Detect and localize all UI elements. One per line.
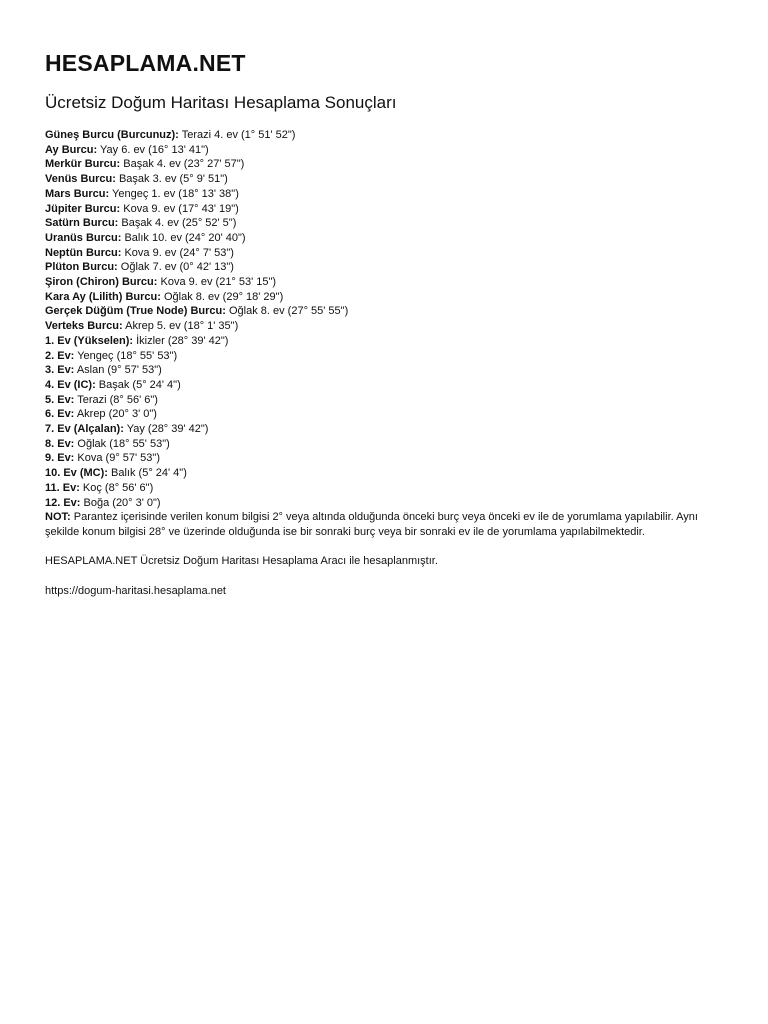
result-row: [45, 202, 725, 217]
result-row: [45, 290, 725, 305]
result-row: [45, 187, 725, 202]
result-value: Kova 9. ev (21° 53' 15"): [160, 276, 277, 289]
result-label: 2. Ev:: [45, 349, 75, 362]
result-row: [45, 231, 725, 246]
result-value: İkizler (28° 39' 42"): [136, 334, 229, 347]
result-label: Kara Ay (Lilith) Burcu:: [45, 290, 161, 303]
footer-credit: HESAPLAMA.NET Ücretsiz Doğum Haritası Hesaplama Aracı ile hesaplanmıştır.: [45, 555, 438, 568]
result-row: [45, 334, 725, 349]
result-value: Kova (9° 57' 53"): [77, 452, 160, 465]
result-label: Verteks Burcu:: [45, 320, 123, 333]
result-value: Başak 3. ev (5° 9' 51"): [118, 173, 228, 186]
result-value: Başak (5° 24' 4"): [98, 378, 181, 391]
result-label: 6. Ev:: [45, 408, 75, 421]
result-value: Kova 9. ev (24° 7' 53"): [124, 246, 234, 259]
result-value: Yay 6. ev (16° 13' 41"): [100, 143, 209, 156]
result-row: [45, 422, 725, 437]
result-label: Neptün Burcu:: [45, 246, 122, 259]
result-label: Güneş Burcu (Burcunuz):: [45, 129, 179, 141]
result-row: [45, 481, 725, 496]
result-row: [45, 143, 725, 158]
result-label: 1. Ev (Yükselen):: [45, 334, 134, 347]
result-value: Balık 10. ev (24° 20' 40"): [124, 231, 246, 244]
result-value: Yay (28° 39' 42"): [126, 423, 209, 436]
result-value: Başak 4. ev (25° 52' 5"): [121, 217, 237, 230]
result-label: 3. Ev:: [45, 364, 75, 377]
result-value: Terazi (8° 56' 6"): [77, 393, 158, 406]
result-row: [45, 128, 725, 143]
result-row: [45, 319, 725, 334]
result-row: [45, 172, 725, 187]
result-value: Yengeç 1. ev (18° 13' 38"): [112, 187, 239, 200]
result-value: Akrep (20° 3' 0"): [76, 408, 157, 421]
result-label: Merkür Burcu:: [45, 158, 121, 171]
result-label: Jüpiter Burcu:: [45, 202, 121, 215]
site-title: HESAPLAMA.NET: [45, 50, 246, 76]
result-label: Plüton Burcu:: [45, 261, 118, 274]
result-label: Şiron (Chiron) Burcu:: [45, 276, 158, 289]
result-value: Kova 9. ev (17° 43' 19"): [123, 202, 239, 215]
result-row: [45, 466, 725, 481]
result-row: [45, 216, 725, 231]
result-value: Başak 4. ev (23° 27' 57"): [123, 158, 245, 171]
note-text: Parantez içerisinde verilen konum bilgisi 2° veya altında olduğunda önceki burç veya önceki ev ile de yorumlama yapılabilir. Aynı şekilde konum bilgisi 28° ve üzerinde olduğunda ise bir sonraki burç veya bir sonraki ev ile de yorumlama yapılabilmektedir.: [45, 511, 698, 538]
note-paragraph: [45, 510, 725, 539]
result-value: Boğa (20° 3' 0"): [83, 496, 161, 509]
result-label: Satürn Burcu:: [45, 217, 119, 230]
result-value: Akrep 5. ev (18° 1' 35"): [125, 320, 239, 333]
result-value: Koç (8° 56' 6"): [82, 481, 154, 494]
result-label: 11. Ev:: [45, 481, 80, 494]
result-label: Gerçek Düğüm (True Node) Burcu:: [45, 305, 226, 318]
result-row: [45, 363, 725, 378]
result-label: 10. Ev (MC):: [45, 467, 108, 480]
result-value: Terazi 4. ev (1° 51' 52"): [181, 129, 296, 141]
result-label: 8. Ev:: [45, 437, 75, 450]
result-value: Balık (5° 24' 4"): [111, 467, 187, 480]
result-row: [45, 496, 725, 511]
result-row: [45, 157, 725, 172]
result-row: [45, 304, 725, 319]
note-label: NOT:: [45, 511, 71, 524]
footer-url: https://dogum-haritasi.hesaplama.net: [45, 584, 226, 597]
result-label: 7. Ev (Alçalan):: [45, 423, 124, 436]
result-row: [45, 451, 725, 466]
result-value: Oğlak 7. ev (0° 42' 13"): [120, 261, 234, 274]
result-label: Venüs Burcu:: [45, 173, 116, 186]
result-label: Ay Burcu:: [45, 143, 98, 156]
result-value: Yengeç (18° 55' 53"): [77, 349, 178, 362]
result-row: [45, 260, 725, 275]
result-label: Uranüs Burcu:: [45, 231, 122, 244]
report-title: Ücretsiz Doğum Haritası Hesaplama Sonuçları: [45, 93, 397, 112]
result-row: [45, 246, 725, 261]
result-label: Mars Burcu:: [45, 187, 110, 200]
result-row: [45, 349, 725, 364]
result-value: Oğlak 8. ev (29° 18' 29"): [163, 290, 284, 303]
result-row: [45, 378, 725, 393]
result-value: Oğlak (18° 55' 53"): [77, 437, 170, 450]
result-row: [45, 275, 725, 290]
result-label: 4. Ev (IC):: [45, 378, 96, 391]
result-row: [45, 407, 725, 422]
results-list: [45, 128, 725, 510]
result-label: 5. Ev:: [45, 393, 75, 406]
result-label: 12. Ev:: [45, 496, 81, 509]
result-label: 9. Ev:: [45, 452, 75, 465]
document-page: [45, 48, 725, 598]
result-row: [45, 393, 725, 408]
result-row: [45, 437, 725, 452]
result-value: Aslan (9° 57' 53"): [76, 364, 162, 377]
result-value: Oğlak 8. ev (27° 55' 55"): [228, 305, 349, 318]
